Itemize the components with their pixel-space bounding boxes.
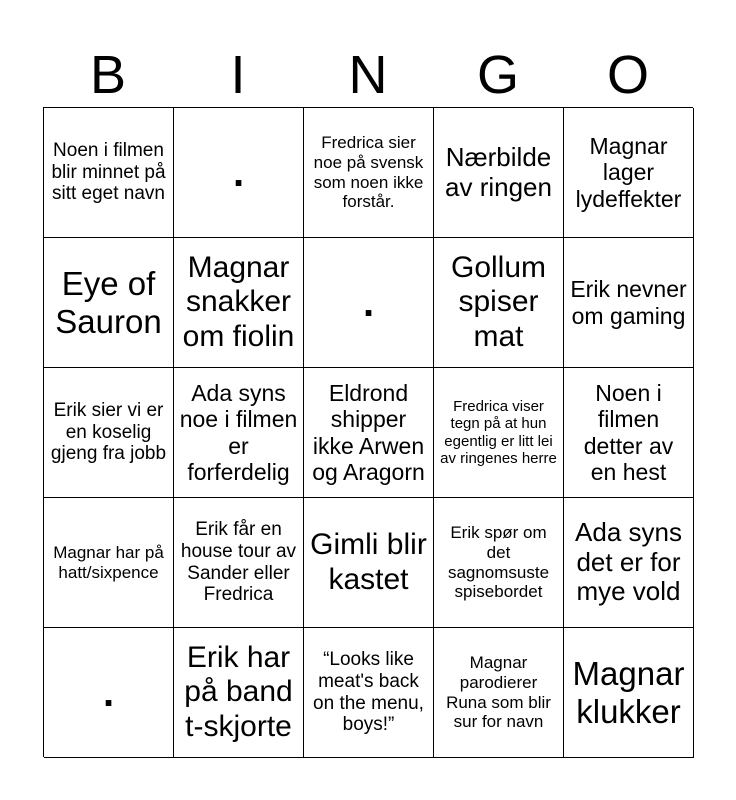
bingo-cell[interactable]: . (174, 108, 304, 238)
header-letter-n: N (348, 45, 388, 105)
bingo-cell[interactable]: “Looks like meat's back on the menu, boys!” (304, 628, 434, 758)
bingo-cell[interactable]: Erik spør om det sagnomsuste spisebordet (434, 498, 564, 628)
header-letter-o: O (606, 45, 649, 105)
bingo-cell[interactable]: Fredrica sier noe på svensk som noen ikke forstår. (304, 108, 434, 238)
header-letter-g: G (476, 45, 519, 105)
bingo-cell[interactable]: Gollum spiser mat (434, 238, 564, 368)
header-letter-i: I (230, 45, 246, 105)
bingo-cell[interactable]: Gimli blir kastet (304, 498, 434, 628)
bingo-cell[interactable]: Magnar lager lydeffekter (564, 108, 694, 238)
bingo-cell[interactable]: Erik nevner om gaming (564, 238, 694, 368)
bingo-cell[interactable]: Noen i filmen blir minnet på sitt eget navn (44, 108, 174, 238)
bingo-cell[interactable]: Magnar snakker om fiolin (174, 238, 304, 368)
bingo-cell[interactable]: Nærbilde av ringen (434, 108, 564, 238)
bingo-cell[interactable]: Erik sier vi er en koselig gjeng fra jobb (44, 368, 174, 498)
bingo-grid (43, 107, 693, 757)
bingo-cell[interactable]: Ada syns det er for mye vold (564, 498, 694, 628)
bingo-cell[interactable]: Eye of Sauron (44, 238, 174, 368)
bingo-cell[interactable]: Magnar klukker (564, 628, 694, 758)
bingo-cell[interactable]: Magnar parodierer Runa som blir sur for navn (434, 628, 564, 758)
bingo-cell[interactable]: Noen i filmen detter av en hest (564, 368, 694, 498)
bingo-cell[interactable]: Magnar har på hatt/sixpence (44, 498, 174, 628)
bingo-cell[interactable]: . (44, 628, 174, 758)
bingo-cell[interactable]: Ada syns noe i filmen er forferdelig (174, 368, 304, 498)
bingo-cell[interactable]: . (304, 238, 434, 368)
bingo-cell[interactable]: Erik har på band t-skjorte (174, 628, 304, 758)
bingo-cell[interactable]: Eldrond shipper ikke Arwen og Aragorn (304, 368, 434, 498)
header-letter-b: B (89, 45, 127, 105)
bingo-header (43, 42, 693, 108)
bingo-cell[interactable]: Erik får en house tour av Sander eller Fredrica (174, 498, 304, 628)
bingo-cell[interactable]: Fredrica viser tegn på at hun egentlig er litt lei av ringenes herre (434, 368, 564, 498)
